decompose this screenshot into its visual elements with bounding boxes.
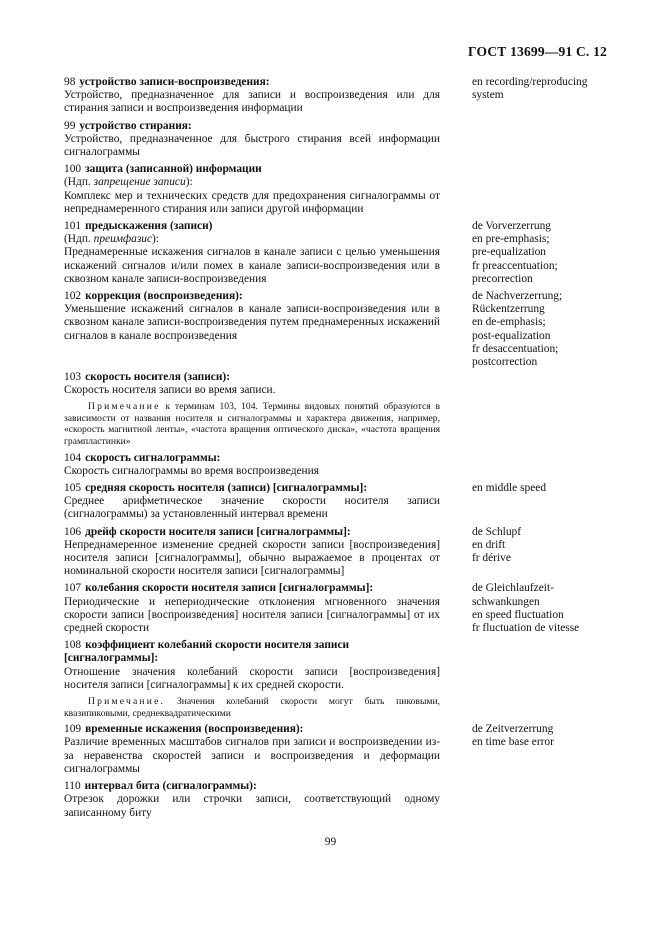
- term-definition: Уменьшение искажений сигналов в канале записи-воспроизведения или в сквозном канале записи-воспроизведения путем преднамеренных искажений сигналов в канале воспроизведения: [64, 303, 440, 342]
- term-104: [64, 452, 620, 478]
- term-definition: Скорость носителя записи во время записи.: [64, 384, 276, 397]
- foreign-line: pre-equalization: [472, 246, 547, 259]
- deprecated-term: [64, 233, 440, 246]
- term-99: [64, 120, 620, 160]
- term-name: интервал бита (сигналограммы):: [84, 780, 257, 793]
- foreign-line: en time base error: [472, 736, 554, 749]
- term-number: 101: [64, 220, 82, 233]
- deprecated-term: [64, 176, 440, 189]
- foreign-line: fr dérive: [472, 552, 511, 565]
- term-name: защита (записанной) информации: [85, 163, 262, 176]
- note-label: Примечание: [88, 401, 161, 413]
- foreign-line: de Nachverzerrung;: [472, 290, 563, 303]
- ndp-end: ):: [152, 233, 159, 246]
- term-definition: Комплекс мер и технических средств для предохранения сигналограммы от непреднамеренного стирания или записи другой информации: [64, 189, 440, 215]
- term-note: [64, 696, 440, 719]
- foreign-equivalents: [472, 482, 622, 495]
- foreign-line: precorrection: [472, 272, 533, 285]
- term-definition: Устройство, предназначенное для записи и воспроизведения или для стирания записи и воспроизведения информации: [64, 89, 440, 115]
- term-name: временные искажения (воспроизведения):: [85, 723, 304, 736]
- foreign-line: Rückentzerrung: [472, 303, 545, 316]
- foreign-equivalents: [472, 290, 622, 369]
- term-name: дрейф скорости носителя записи [сигналограммы]:: [85, 525, 351, 538]
- term-definition: Преднамеренные искажения сигналов в канале записи с целью уменьшения искажений сигналов и/или помех в канале записи-воспроизведения или в сквозном канале записи-воспроизведения: [64, 246, 440, 285]
- foreign-line: de Schlupf: [472, 525, 522, 538]
- foreign-line: system: [472, 89, 504, 102]
- term-name: предыскажения (записи): [85, 220, 213, 233]
- foreign-equivalents: [472, 220, 622, 286]
- term-100: [64, 163, 620, 216]
- note-text: Значения колебаний скорости могут быть пиковыми, квазипиковыми, среднеквадратическими: [64, 696, 440, 719]
- foreign-equivalents: [472, 526, 622, 566]
- foreign-line: en recording/reproducing: [472, 76, 588, 88]
- term-name: колебания скорости носителя записи [сигналограммы]:: [85, 582, 374, 595]
- term-110: [64, 780, 620, 820]
- term-note: [64, 401, 440, 447]
- term-definition: Устройство, предназначенное для быстрого стирания всей информации сигналограммы: [64, 132, 440, 159]
- note-text: к терминам 103, 104. Термины видовых понятий образуются в зависимости от названия носителя и сигналограммы и характера движения, например, «скорость магнитной ленты», «частота вращения оптического диска», «частота вращения грампластинки»: [64, 401, 440, 448]
- term-98: [64, 76, 620, 116]
- term-101: [64, 220, 620, 286]
- term-name: скорость сигналограммы:: [85, 451, 221, 464]
- foreign-line: en pre-emphasis;: [472, 233, 550, 246]
- ndp-term: преимфазис: [93, 233, 153, 246]
- foreign-line: en speed fluctuation: [472, 608, 564, 621]
- ndp-label: (Ндп.: [64, 176, 91, 189]
- foreign-line: fr desaccentuation;: [472, 342, 559, 355]
- term-name: средняя скорость носителя (записи) [сигналограммы]:: [85, 482, 368, 495]
- term-number: 110: [64, 780, 81, 793]
- foreign-line: en drift: [472, 538, 506, 551]
- term-102: [64, 290, 620, 369]
- ndp-term: запрещение записи: [93, 176, 186, 189]
- term-name: коэффициент колебаний скорости носителя записи [сигналограммы]:: [64, 639, 350, 665]
- foreign-line: fr preaccentuation;: [472, 259, 558, 272]
- ndp-label: (Ндп.: [64, 233, 91, 246]
- note-label: Примечание.: [88, 696, 166, 708]
- term-number: 99: [64, 119, 76, 132]
- foreign-line: en middle speed: [472, 482, 547, 495]
- term-definition: Отношение значения колебаний скорости записи [воспроизведения] носителя записи [сигналограммы] к их средней скорости.: [64, 665, 440, 691]
- foreign-line: en de-emphasis;: [472, 316, 546, 329]
- term-number: 104: [64, 451, 82, 464]
- term-name: коррекция (воспроизведения):: [85, 290, 243, 303]
- term-109: [64, 723, 620, 776]
- term-number: 107: [64, 582, 82, 595]
- term-name: устройство записи-воспроизведения:: [79, 76, 270, 88]
- term-definition: Скорость сигналограммы во время воспроизведения: [64, 464, 319, 477]
- term-number: 108: [64, 639, 82, 652]
- term-name: скорость носителя (записи):: [85, 370, 230, 383]
- term-105: [64, 482, 620, 522]
- term-107: [64, 582, 620, 635]
- term-number: 102: [64, 290, 82, 303]
- foreign-line: de Gleichlaufzeit-: [472, 582, 554, 595]
- term-108: [64, 639, 620, 719]
- foreign-equivalents: [472, 582, 622, 635]
- foreign-line: schwankungen: [472, 595, 540, 608]
- terms-list: [64, 76, 620, 824]
- term-number: 103: [64, 370, 82, 383]
- term-number: 109: [64, 723, 82, 736]
- foreign-equivalents: [472, 723, 622, 749]
- term-definition: Непреднамеренное изменение средней скорости записи [воспроизведения] носителя записи [сигналограммы], обычно выражаемое в процентах от номинальной скорости носителя записи [сигналограммы]: [64, 538, 440, 578]
- term-definition: Среднее арифметическое значение скорости носителя записи (сигналограммы) за установленный интервал времени: [64, 495, 440, 521]
- term-number: 105: [64, 482, 82, 495]
- term-definition: Отрезок дорожки или строчки записи, соответствующий одному записанному биту: [64, 793, 440, 819]
- term-106: [64, 526, 620, 579]
- foreign-line: fr fluctuation de vitesse: [472, 622, 580, 635]
- ndp-end: ):: [185, 176, 193, 189]
- foreign-line: post-equalization: [472, 329, 551, 342]
- foreign-line: postcorrection: [472, 356, 538, 369]
- term-number: 106: [64, 525, 82, 538]
- term-number: 98: [64, 76, 76, 88]
- term-103: [64, 371, 620, 448]
- foreign-line: de Vorverzerrung: [472, 220, 551, 233]
- term-number: 100: [64, 163, 82, 176]
- term-name: устройство стирания:: [79, 119, 192, 132]
- term-definition: Периодические и непериодические отклонения мгновенного значения скорости записи [воспроизведения] носителя записи [сигналограммы] от их средней скорости: [64, 595, 440, 635]
- page-number: 99: [324, 836, 337, 848]
- term-definition: Различие временных масштабов сигналов при записи и воспроизведении из-за неравенства скоростей записи и воспроизведения и деформации сигналограммы: [64, 736, 440, 775]
- foreign-line: de Zeitverzerrung: [472, 723, 554, 736]
- page-header: ГОСТ 13699—91 С. 12: [468, 44, 607, 59]
- foreign-equivalents: [472, 76, 622, 102]
